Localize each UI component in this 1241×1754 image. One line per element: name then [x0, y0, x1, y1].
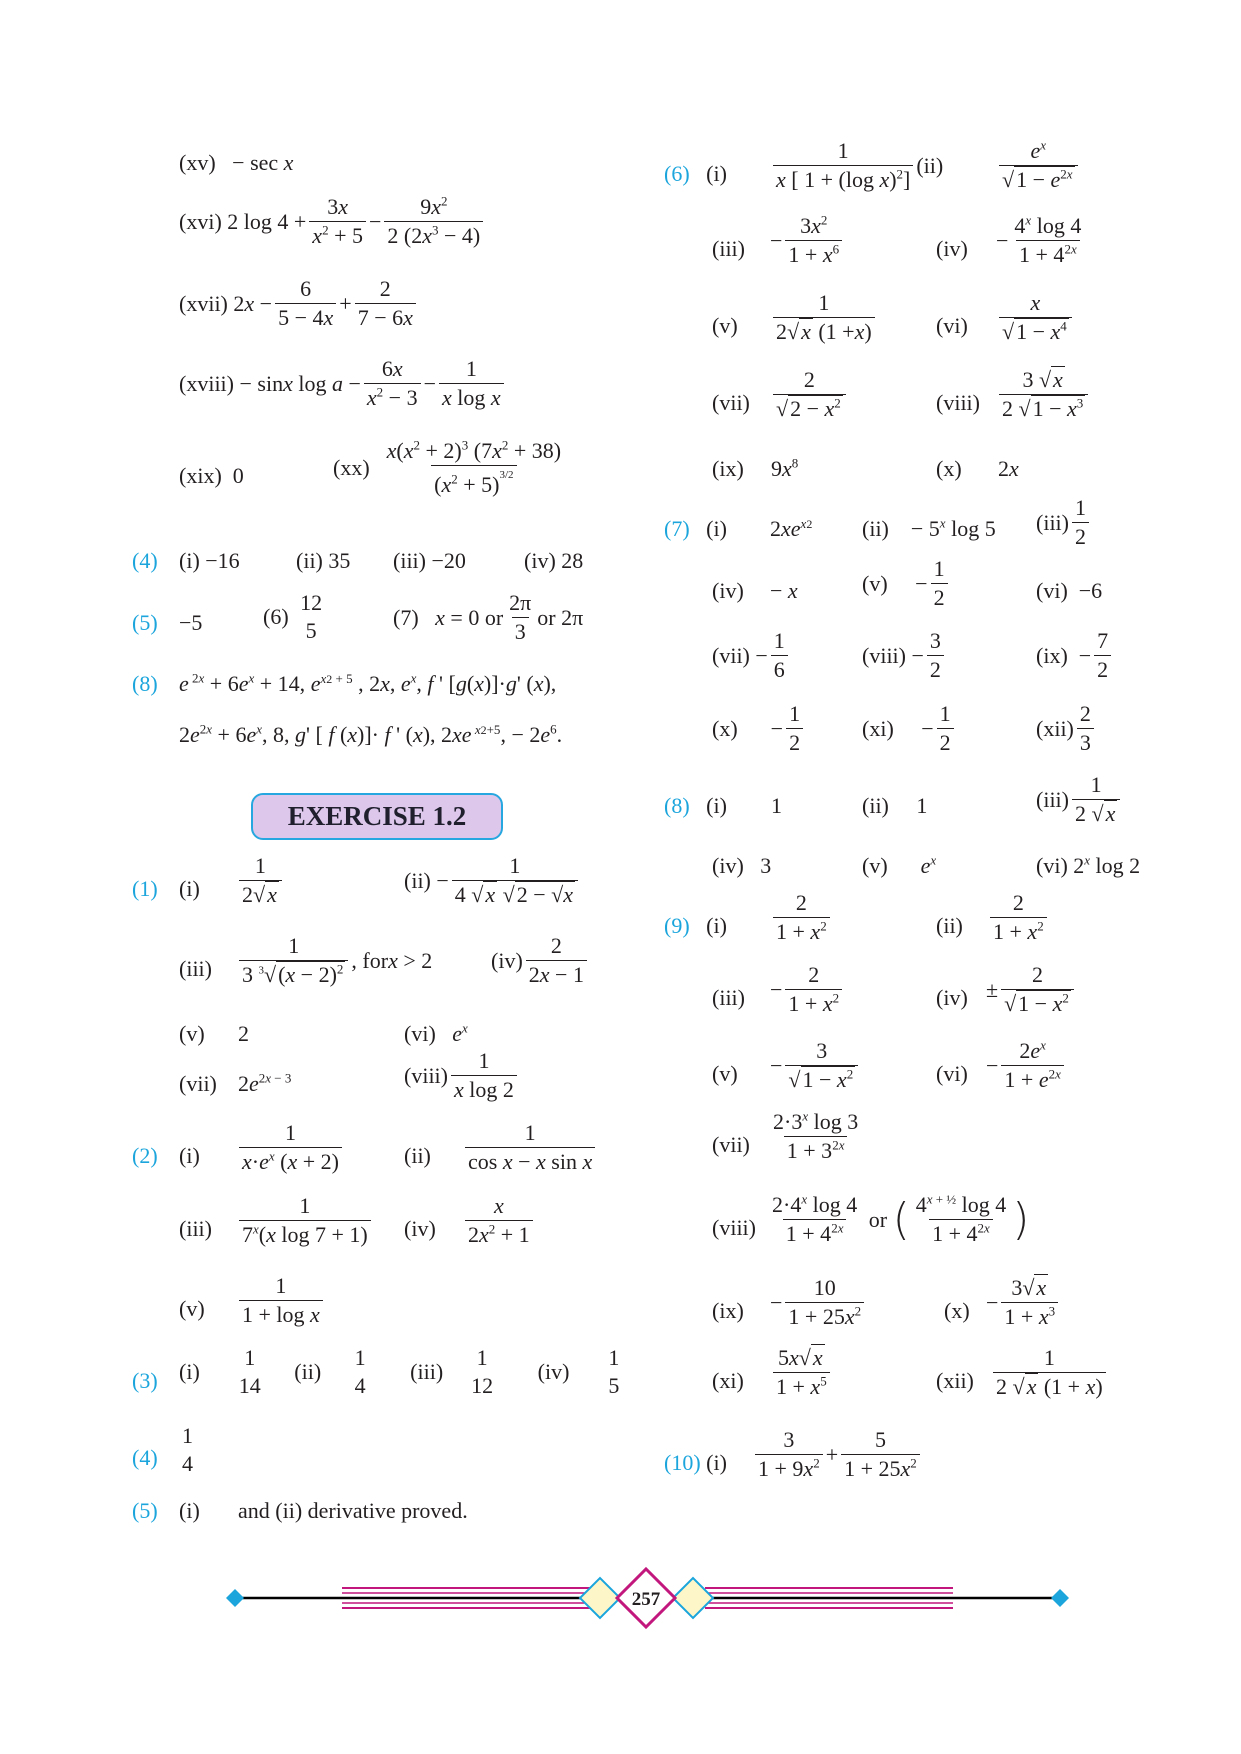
part-label: (vii)	[179, 1071, 217, 1096]
answer-text: 2	[233, 290, 245, 316]
q4-ii: (ii) 35	[296, 548, 351, 573]
question-number: (4)	[132, 1445, 158, 1470]
r6-iii: − $\frac{3x^2}{1 + x^6}$	[770, 215, 845, 266]
question-number: (2)	[132, 1143, 158, 1168]
question-number: (4)	[132, 548, 158, 573]
r6-i: $\frac{1}{x [ 1 + (\log x)^2]}$ (ii)	[770, 140, 943, 191]
answer-label: (xvii)	[179, 290, 228, 316]
ex-question-5	[132, 1500, 158, 1522]
r7-vi: (vi) −6	[1036, 578, 1103, 603]
r9-vi: − $\frac{2e^x}{1 + e^{2x}}$	[986, 1040, 1067, 1091]
r-question-7: (7) (i)	[664, 516, 727, 541]
page-number: 257	[631, 1589, 661, 1610]
r7-xi: (xi) − $\frac{1}{2}$	[862, 703, 957, 754]
part-label: (vii)	[712, 1132, 750, 1157]
right-end-diamond	[1051, 1589, 1069, 1607]
r6-iv: − $\frac{4^x \log 4}{1 + 4^{2x}}$	[996, 212, 1082, 267]
r10-i: $\frac{3}{1 + 9x^2}$ + $\frac{5}{1 + 25x^2}$	[752, 1429, 923, 1480]
r7-viii: (viii) − $\frac{3}{2}$	[862, 630, 947, 681]
ex1-i: $\frac{1}{2√x}$	[236, 855, 285, 906]
question-number: (3)	[132, 1368, 158, 1393]
question-number: (8)	[664, 793, 690, 818]
fraction-numerator: 12	[300, 590, 323, 615]
ex1-vii: $2e^{2x - 3}$	[238, 1070, 292, 1096]
answer-text: − sec	[232, 150, 284, 175]
r9-xi: $\frac{5x√x}{1 + x^5}$	[770, 1347, 833, 1398]
r8-ii: (ii) 1	[862, 793, 928, 818]
part-label: (iv)	[712, 578, 744, 603]
question-number: (8)	[132, 671, 158, 696]
r8-iii: (iii) $\frac{1}{2 √x}$	[1036, 774, 1123, 825]
part-label: (iii)	[712, 985, 745, 1010]
answer-xv: (xv) − sec x	[179, 150, 294, 175]
answer-value: 0	[232, 463, 244, 488]
r9-ix: − $\frac{10}{1 + 25x^2}$	[770, 1277, 867, 1328]
answer-label: (xx)	[333, 455, 370, 480]
part-label: (viii)	[936, 390, 980, 415]
ex1-viii: (viii) $\frac{1}{\text{x log 2}}$	[404, 1050, 520, 1101]
q8-line-1: e $^{2x} + 6e^x + 14$, $e^{x2 + 5}$ , 2x, $e^x$, f ' [g(x)]·g' (x),	[179, 670, 557, 696]
part-label: (iii)	[712, 236, 745, 261]
ex5-text: and (ii) derivative proved.	[238, 1498, 468, 1523]
r6-viii: $\frac{3 √x}{2 √1 - x^3}$	[996, 369, 1091, 420]
q8-line-2: $2e^{2x} + 6e^x$, 8, g' [ f (x)]· f ' (x), 2xe $^{x2+5}$, − $2e^6$.	[179, 721, 563, 747]
exercise-heading: EXERCISE 1.2	[251, 793, 503, 840]
part-label: (vii)	[712, 390, 750, 415]
ex-question-4	[132, 1447, 158, 1469]
ex4-answer: 1 4	[182, 1423, 193, 1476]
question-5	[132, 612, 158, 634]
r7-xii: (xii) $\frac{2}{3}$	[1036, 703, 1097, 754]
ex1-vi: (vi) $e^x$	[404, 1020, 468, 1046]
ex1-iv: (iv) $\frac{2}{2x - 1}$	[491, 935, 590, 986]
r6-v: $\frac{1}{2√x (1 +x)}$	[770, 292, 878, 343]
part-label: (ii)	[936, 913, 963, 938]
question-8	[132, 673, 158, 695]
answer-label: (xviii)	[179, 370, 234, 396]
part-label: (x)	[936, 456, 962, 481]
q5-answer: −5	[179, 610, 203, 635]
r9-xii: $\frac{1}{2 √x (1 + x)}$	[990, 1347, 1109, 1398]
r9-iv: ± $\frac{2}{√1 - x^2}$	[986, 964, 1077, 1015]
question-label: (6)	[263, 604, 289, 629]
ex2-ii: $\frac{1}{\text{cos x − x sin x}}$	[462, 1122, 598, 1173]
part-label: (vi)	[936, 1061, 968, 1086]
part-label: (xii)	[936, 1368, 974, 1393]
r6-vi: $\frac{x}{√1 - x^4}$	[996, 292, 1075, 343]
ex2-i: $\frac{1}{x\cdot e^x (x + 2)}$	[236, 1122, 345, 1173]
answer-xix	[179, 465, 244, 487]
ex1-iii: $\frac{1}{3 ^3√(x - 2)^2}$ , for x > 2	[236, 935, 432, 986]
question-number: (5)	[132, 610, 158, 635]
condition-text: , for	[351, 947, 389, 973]
r-question-10: (10) (i)	[664, 1450, 727, 1475]
r7-ii: (ii) − $5^x$ log 5	[862, 515, 996, 541]
r7-x: (x) − $\frac{1}{2}$	[712, 703, 806, 754]
r9-i: $\frac{2}{1 + x^2}$	[770, 892, 833, 943]
part-label: (ii)	[404, 1143, 431, 1168]
part-label: (iv)	[404, 1216, 436, 1241]
r6-x: 2x	[998, 456, 1019, 481]
question-label: (7)	[393, 604, 419, 630]
page-footer-ornament	[0, 1562, 1241, 1642]
part-label: (ix)	[712, 1298, 744, 1323]
ex2-iv: $\frac{x}{2x^2 + 1}$	[462, 1195, 536, 1246]
part-label: (ix)	[712, 456, 744, 481]
part-label: (vi)	[936, 313, 968, 338]
answer-text: 2 log 4 +	[227, 208, 307, 234]
ex-question-2	[132, 1145, 158, 1167]
part-label: (i)	[179, 876, 200, 901]
ex3-answers: (i) 1 14 (ii) 1 4 (iii) 1 12 (iv) 1 5	[179, 1345, 620, 1398]
question-4-answers	[132, 550, 158, 572]
r7-vii: (vii) − $\frac{1}{6}$	[712, 630, 791, 681]
part-label: (v)	[712, 1061, 738, 1086]
part-label: (iii)	[179, 956, 212, 981]
left-inner-diamond	[580, 1578, 620, 1618]
r9-iii: − $\frac{2}{1 + x^2}$	[770, 964, 845, 1015]
right-inner-diamond	[673, 1578, 713, 1618]
question-number: (6)	[664, 161, 690, 186]
r-question-6: (6) (i)	[664, 161, 727, 186]
r8-v: (v) $e^x$	[862, 852, 937, 878]
r7-i: $2xe^{x2}$	[770, 515, 813, 541]
r-question-9: (9) (i)	[664, 913, 727, 938]
q6-answer	[263, 592, 328, 642]
r8-i: 1	[771, 793, 782, 818]
part-label: (v)	[712, 313, 738, 338]
question-number: (10)	[664, 1450, 701, 1475]
left-end-diamond	[226, 1589, 244, 1607]
question-number: (7)	[664, 516, 690, 541]
part-label: (iii)	[179, 1216, 212, 1241]
r9-ii: $\frac{2}{1 + x^2}$	[987, 892, 1050, 943]
r7-ix: (ix) − $\frac{7}{2}$	[1036, 630, 1114, 681]
q4-i: (i) −16	[179, 548, 240, 573]
q4-iii: (iii) −20	[393, 548, 466, 573]
r9-vii: $\frac{2\cdot 3^x \log 3}{1 + 3^{2x}}$	[773, 1108, 859, 1163]
ex2-v: $\frac{1}{\text{1 + log x}}$	[236, 1275, 326, 1326]
r9-v: − $\frac{3}{√1 - x^2}$	[770, 1040, 861, 1091]
answer-text: − sin	[239, 370, 284, 396]
answer-label: (xvi)	[179, 208, 222, 234]
r7-v: (v) − $\frac{1}{2}$	[862, 558, 951, 609]
part-label: (x)	[944, 1298, 970, 1323]
part-label: (xi)	[712, 1368, 744, 1393]
answer-xviii: (xviii) − sin x log a − $\frac{6x}{x^2 - 3}$ − $\frac{1}{\text{x log x}}$	[179, 358, 507, 409]
fraction-denominator: 5	[305, 618, 317, 643]
ex-question-3	[132, 1370, 158, 1392]
answer-label: (xix)	[179, 463, 222, 488]
part-label: (iv)	[936, 236, 968, 261]
ex-question-1	[132, 878, 158, 900]
q4-iv: (iv) 28	[524, 548, 584, 573]
r6-ix: $9x^8$	[771, 455, 799, 481]
part-label: (viii)	[712, 1215, 756, 1240]
ex2-iii: $\frac{1}{7^x(x \log 7 + 1)}$	[236, 1195, 374, 1246]
question-number: (1)	[132, 876, 158, 901]
answer-xvi: (xvi) 2 log 4 + $\frac{3x}{x^2 + 5}$ − $\frac{9x^2}{2 (2x^3 - 4)}$	[179, 196, 486, 247]
r7-iii: (iii) $\frac{1}{2}$	[1036, 497, 1092, 548]
r7-iv: − x	[770, 578, 798, 603]
answer-xx: (xx) $\frac{x(x^2 + 2)^3 (7x^2 + 38)}{(x^2 + 5)^{3/2}}$	[333, 437, 562, 497]
r9-x: − $\frac{3√x}{1 + x^3}$	[986, 1277, 1061, 1328]
r9-viii: $\frac{2\cdot 4^x \log 4}{1 + 4^{2x}}$ or ( $\frac{4^{x + \frac{1}{2}} \log 4}{1 + 4^{2x}}$ )	[772, 1191, 1030, 1246]
part-label: (iv)	[936, 985, 968, 1010]
r6-ii: $\frac{e^x}{√1 - e^{2x}}$	[996, 140, 1081, 191]
question-number: (5)	[132, 1498, 158, 1523]
part-label: (i)	[179, 1143, 200, 1168]
r-question-8: (8) (i)	[664, 793, 727, 818]
r8-vi: (vi) 2$^x$ log 2	[1036, 852, 1141, 878]
ex1-ii: (ii) − $\frac{1}{4 √x √2 - √x}$	[404, 855, 581, 906]
answer-xvii: (xvii) 2 x − $\frac{6}{5 - 4x}$ + $\frac{2}{7 - 6x}$	[179, 278, 419, 329]
part-label: (v)	[179, 1296, 205, 1321]
r6-vii: $\frac{2}{√2 - x^2}$	[770, 369, 849, 420]
q7-answer: (7) x = 0 or $\frac{2\pi}{3}$ or 2π	[393, 590, 584, 644]
answer-label: (xv)	[179, 150, 216, 175]
ex1-v: 2	[238, 1021, 249, 1046]
question-number: (9)	[664, 913, 690, 938]
part-label: (i)	[179, 1498, 200, 1523]
part-label: (v)	[179, 1021, 205, 1046]
r8-iv: (iv) 3	[712, 853, 772, 878]
